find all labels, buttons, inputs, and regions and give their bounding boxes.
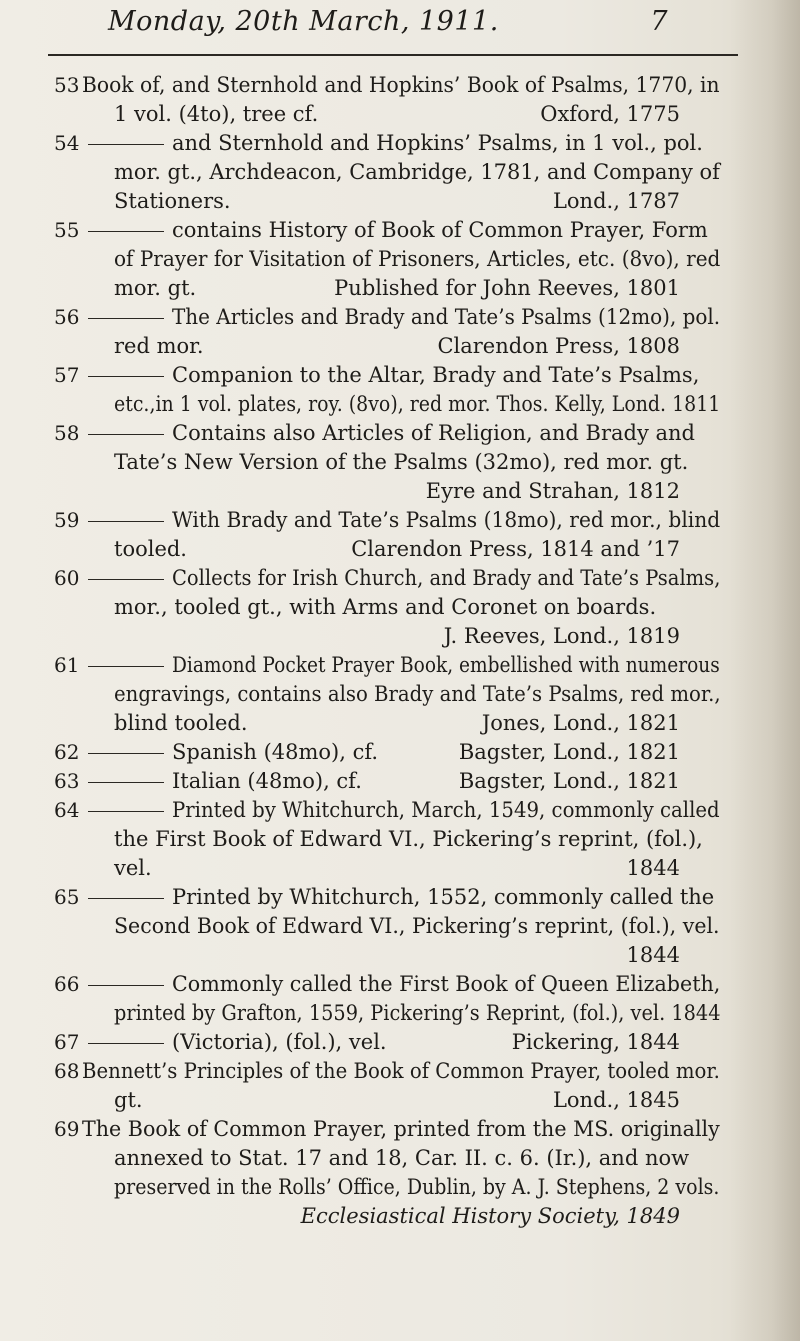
lot-number: 64 bbox=[54, 798, 80, 822]
lot-imprint: Clarendon Press, 1808 bbox=[437, 334, 680, 358]
ditto-dash bbox=[88, 782, 164, 783]
lot-description: of Prayer for Visitation of Prisoners, Articles, etc. (8vo), red bbox=[114, 247, 721, 271]
lot-description: Commonly called the First Book of Queen Elizabeth, bbox=[172, 972, 721, 996]
ditto-dash bbox=[88, 985, 164, 986]
header-title: Monday, 20th March, 1911. bbox=[108, 6, 499, 37]
lot-imprint: 1844 bbox=[626, 943, 680, 967]
lot-imprint: Lond., 1787 bbox=[552, 189, 680, 213]
lot-imprint: Oxford, 1775 bbox=[540, 102, 680, 126]
ditto-dash bbox=[88, 898, 164, 899]
lot-number: 57 bbox=[54, 363, 80, 387]
lot-description: Contains also Articles of Religion, and Brady and bbox=[172, 421, 696, 445]
lot-number: 60 bbox=[54, 566, 80, 590]
lot-description: annexed to Stat. 17 and 18, Car. II. c. 6. (Ir.), and now bbox=[114, 1146, 690, 1170]
lot-description: Printed by Whitchurch, 1552, commonly called the bbox=[172, 885, 715, 909]
ditto-dash bbox=[88, 811, 164, 812]
lot-description: mor., tooled gt., with Arms and Coronet on boards. bbox=[114, 595, 657, 619]
header-rule bbox=[48, 54, 738, 56]
lot-description: Diamond Pocket Prayer Book, embellished with numerous bbox=[172, 653, 720, 677]
ditto-dash bbox=[88, 521, 164, 522]
lot-imprint: Lond., 1845 bbox=[552, 1088, 680, 1112]
lot-imprint: Ecclesiastical History Society, 1849 bbox=[300, 1204, 680, 1228]
lot-number: 68 bbox=[54, 1059, 80, 1083]
ditto-dash bbox=[88, 144, 164, 145]
lot-number: 58 bbox=[54, 421, 80, 445]
lot-imprint: Jones, Lond., 1821 bbox=[481, 711, 680, 735]
lot-number: 69 bbox=[54, 1117, 80, 1141]
lot-description: 1 vol. (4to), tree cf. bbox=[114, 102, 319, 126]
lot-description: mor. gt., Archdeacon, Cambridge, 1781, and Company of bbox=[114, 160, 720, 184]
page-edge-shadow bbox=[730, 0, 800, 1341]
lot-imprint: Pickering, 1844 bbox=[511, 1030, 680, 1054]
lot-number: 67 bbox=[54, 1030, 80, 1054]
ditto-dash bbox=[88, 579, 164, 580]
lot-imprint: Bagster, Lond., 1821 bbox=[458, 740, 680, 764]
lot-description: Collects for Irish Church, and Brady and Tate’s Psalms, bbox=[172, 566, 721, 590]
lot-number: 56 bbox=[54, 305, 80, 329]
lot-description: (Victoria), (fol.), vel. bbox=[172, 1030, 387, 1054]
lot-number: 54 bbox=[54, 131, 80, 155]
ditto-dash bbox=[88, 1043, 164, 1044]
lot-description: Second Book of Edward VI., Pickering’s reprint, (fol.), vel. bbox=[114, 914, 720, 938]
lot-description: Printed by Whitchurch, March, 1549, commonly called bbox=[172, 798, 720, 822]
lot-description: With Brady and Tate’s Psalms (18mo), red mor., blind bbox=[172, 508, 721, 532]
lot-description: gt. bbox=[114, 1088, 143, 1112]
lot-description: The Articles and Brady and Tate’s Psalms (12mo), pol. bbox=[172, 305, 721, 329]
lot-description: tooled. bbox=[114, 537, 187, 561]
ditto-dash bbox=[88, 231, 164, 232]
lot-description: vel. bbox=[114, 856, 152, 880]
lot-number: 66 bbox=[54, 972, 80, 996]
lot-description: Companion to the Altar, Brady and Tate’s Psalms, bbox=[172, 363, 700, 387]
lot-description: printed by Grafton, 1559, Pickering’s Reprint, (fol.), vel. 1844 bbox=[114, 1001, 721, 1025]
ditto-dash bbox=[88, 666, 164, 667]
lot-description: blind tooled. bbox=[114, 711, 248, 735]
lot-number: 63 bbox=[54, 769, 80, 793]
lot-description: engravings, contains also Brady and Tate’s Psalms, red mor., bbox=[114, 682, 721, 706]
lot-description: etc.,in 1 vol. plates, roy. (8vo), red mor. Thos. Kelly, Lond. 1811 bbox=[114, 392, 721, 416]
lot-description: Tate’s New Version of the Psalms (32mo), red mor. gt. bbox=[114, 450, 689, 474]
lot-description: Italian (48mo), cf. bbox=[172, 769, 362, 793]
lot-number: 55 bbox=[54, 218, 80, 242]
lot-number: 65 bbox=[54, 885, 80, 909]
lot-number: 61 bbox=[54, 653, 80, 677]
ditto-dash bbox=[88, 376, 164, 377]
lot-imprint: Eyre and Strahan, 1812 bbox=[425, 479, 680, 503]
lot-imprint: Bagster, Lond., 1821 bbox=[458, 769, 680, 793]
lot-description: Stationers. bbox=[114, 189, 231, 213]
lot-description: the First Book of Edward VI., Pickering’s reprint, (fol.), bbox=[114, 827, 703, 851]
lot-number: 59 bbox=[54, 508, 80, 532]
lot-description: red mor. bbox=[114, 334, 204, 358]
page-header bbox=[108, 6, 668, 42]
lot-description: Book of, and Sternhold and Hopkins’ Book of Psalms, 1770, in bbox=[82, 73, 720, 97]
lot-imprint: J. Reeves, Lond., 1819 bbox=[443, 624, 680, 648]
lot-description: The Book of Common Prayer, printed from the MS. originally bbox=[82, 1117, 720, 1141]
page-number: 7 bbox=[650, 6, 668, 37]
lot-description: contains History of Book of Common Prayer, Form bbox=[172, 218, 708, 242]
ditto-dash bbox=[88, 753, 164, 754]
lot-number: 53 bbox=[54, 73, 80, 97]
lot-description: Bennett’s Principles of the Book of Common Prayer, tooled mor. bbox=[82, 1059, 720, 1083]
lot-imprint: Published for John Reeves, 1801 bbox=[334, 276, 680, 300]
lot-description: and Sternhold and Hopkins’ Psalms, in 1 vol., pol. bbox=[172, 131, 703, 155]
ditto-dash bbox=[88, 434, 164, 435]
lot-number: 62 bbox=[54, 740, 80, 764]
lot-imprint: 1844 bbox=[626, 856, 680, 880]
ditto-dash bbox=[88, 318, 164, 319]
lot-description: Spanish (48mo), cf. bbox=[172, 740, 379, 764]
lot-imprint: Clarendon Press, 1814 and ’17 bbox=[351, 537, 680, 561]
lot-description: preserved in the Rolls’ Office, Dublin, by A. J. Stephens, 2 vols. bbox=[114, 1175, 720, 1199]
lot-description: mor. gt. bbox=[114, 276, 197, 300]
